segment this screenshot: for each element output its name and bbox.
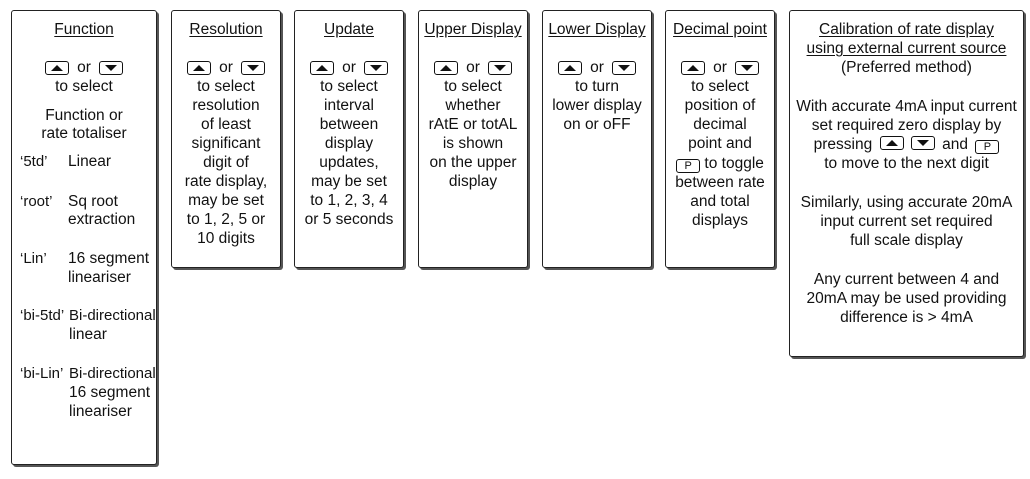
calibration-para1: With accurate 4mA input current: [796, 98, 1017, 115]
desc-root-2: extraction: [68, 211, 136, 228]
or-label: or: [219, 59, 233, 76]
update-line: updates,: [319, 154, 379, 171]
function-title: Function: [54, 21, 114, 38]
calibration-para2: full scale display: [850, 232, 963, 249]
resolution-line: may be set: [188, 192, 264, 209]
desc-bi5td-1: Bi-directional: [69, 307, 156, 324]
function-select: to select: [55, 78, 113, 95]
upper-line: rAtE or totAL: [428, 116, 518, 133]
upper-line: display: [448, 173, 498, 190]
decimal-line: decimal: [693, 116, 747, 133]
decimal-toggle-row: [666, 154, 774, 173]
resolution-line: significant: [191, 135, 261, 152]
code-bi-5td: ‘bi-5td’: [20, 307, 65, 324]
calibration-para3: difference is > 4mA: [840, 309, 973, 326]
update-line: between: [319, 116, 379, 133]
upper-display-title: Upper Display: [424, 21, 522, 38]
desc-linear: Linear: [68, 153, 112, 170]
resolution-title: Resolution: [189, 21, 263, 38]
decimal-point-title: Decimal point: [673, 21, 767, 38]
update-line: to 1, 2, 3, 4: [310, 192, 388, 209]
or-label: or: [466, 59, 480, 76]
desc-bilin-3: lineariser: [69, 403, 132, 420]
up-arrow-icon: [434, 61, 458, 75]
or-label: or: [713, 59, 727, 76]
lower-display-title: Lower Display: [548, 21, 646, 38]
upper-line: to select: [444, 78, 502, 95]
desc-bi5td-2: linear: [69, 326, 107, 343]
calibration-para1-last: to move to the next digit: [824, 155, 989, 172]
code-5td: ‘5td’: [20, 153, 48, 170]
down-arrow-icon: [241, 61, 265, 75]
function-box: [11, 10, 157, 465]
up-arrow-icon: [880, 136, 904, 150]
down-arrow-icon: [99, 61, 123, 75]
upper-line: whether: [445, 97, 501, 114]
lower-line: to turn: [575, 78, 619, 95]
decimal-line: to select: [691, 78, 749, 95]
resolution-box: [171, 10, 281, 268]
upper-line: on the upper: [429, 154, 517, 171]
resolution-line: to select: [197, 78, 255, 95]
update-box: [294, 10, 404, 268]
code-bi-lin: ‘bi-Lin’: [20, 365, 64, 382]
calibration-pressing-row: [790, 135, 1023, 154]
update-line: to select: [320, 78, 378, 95]
decimal-line: position of: [684, 97, 756, 114]
code-root: ‘root’: [20, 193, 53, 210]
update-title: Update: [324, 21, 374, 38]
decimal-point-box: [665, 10, 775, 268]
or-label: or: [590, 59, 604, 76]
resolution-line: of least: [201, 116, 251, 133]
p-key-icon: P: [676, 159, 700, 173]
resolution-line: resolution: [192, 97, 260, 114]
p-key-icon: P: [975, 140, 999, 154]
or-label: or: [77, 59, 91, 76]
function-desc-1: Function or: [45, 107, 123, 124]
upper-display-box: [418, 10, 528, 268]
decimal-toggle-text: to toggle: [704, 155, 764, 172]
calibration-box: [789, 10, 1024, 357]
calibration-preferred: (Preferred method): [841, 59, 972, 76]
up-arrow-icon: [681, 61, 705, 75]
lower-display-box: [542, 10, 652, 268]
down-arrow-icon: [612, 61, 636, 75]
up-arrow-icon: [558, 61, 582, 75]
decimal-line: displays: [692, 212, 748, 229]
desc-lin-2: lineariser: [68, 269, 131, 286]
decimal-line: point and: [688, 135, 752, 152]
down-arrow-icon: [488, 61, 512, 75]
up-arrow-icon: [310, 61, 334, 75]
resolution-line: digit of: [203, 154, 249, 171]
calibration-para3: Any current between 4 and: [813, 271, 1000, 288]
down-arrow-icon: [911, 136, 935, 150]
lower-line: on or oFF: [563, 116, 631, 133]
update-line: may be set: [311, 173, 387, 190]
desc-bilin-1: Bi-directional: [69, 365, 156, 382]
or-label: or: [342, 59, 356, 76]
desc-lin-1: 16 segment: [68, 250, 149, 267]
and-text: and: [942, 136, 969, 153]
resolution-line: to 1, 2, 5 or: [186, 211, 266, 228]
calibration-title-1: Calibration of rate display: [819, 21, 994, 38]
desc-root-1: Sq root: [68, 193, 118, 210]
resolution-line: rate display,: [184, 173, 268, 190]
up-arrow-icon: [187, 61, 211, 75]
calibration-para2: input current set required: [820, 213, 993, 230]
pressing-text: pressing: [813, 136, 873, 153]
calibration-title-2: using external current source: [806, 40, 1007, 57]
calibration-para1: set required zero display by: [811, 117, 1002, 134]
resolution-line: 10 digits: [197, 230, 255, 247]
down-arrow-icon: [735, 61, 759, 75]
desc-bilin-2: 16 segment: [69, 384, 150, 401]
update-line: or 5 seconds: [304, 211, 394, 228]
decimal-line: between rate: [675, 174, 765, 191]
lower-line: lower display: [552, 97, 642, 114]
decimal-line: and total: [690, 193, 750, 210]
function-desc-2: rate totaliser: [41, 125, 127, 142]
update-line: display: [324, 135, 374, 152]
code-lin: ‘Lin’: [20, 250, 47, 267]
update-line: interval: [324, 97, 374, 114]
calibration-para2: Similarly, using accurate 20mA: [800, 194, 1013, 211]
down-arrow-icon: [364, 61, 388, 75]
upper-line: is shown: [442, 135, 504, 152]
calibration-para3: 20mA may be used providing: [806, 290, 1007, 307]
up-arrow-icon: [45, 61, 69, 75]
